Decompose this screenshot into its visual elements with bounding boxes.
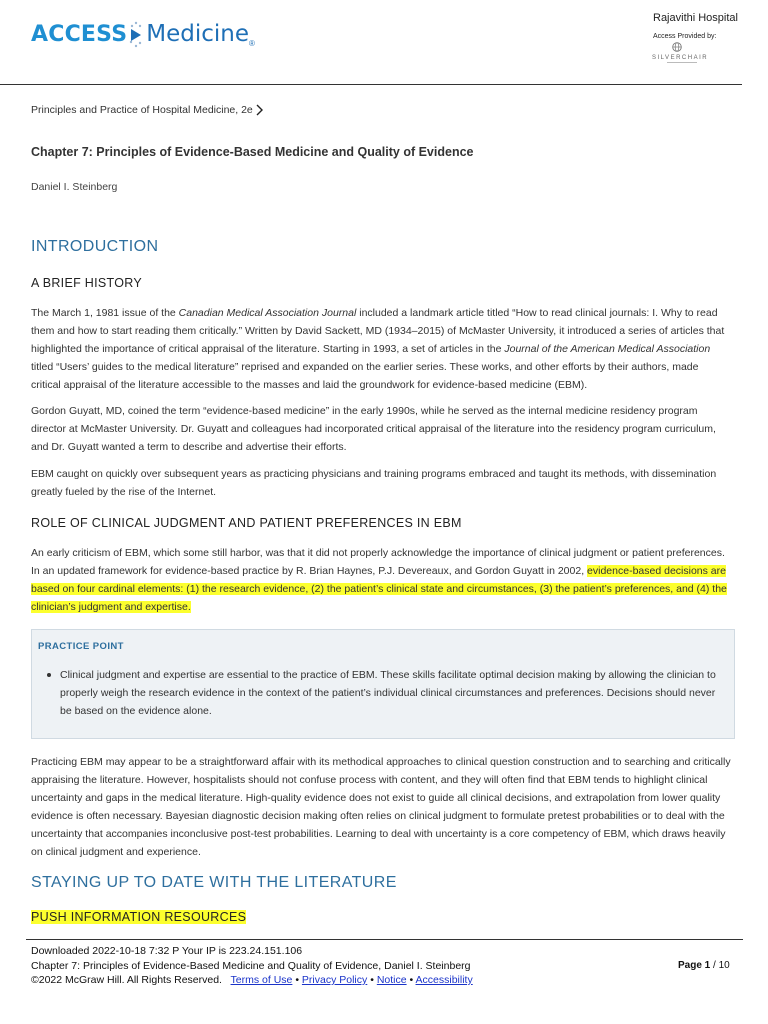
history-p1-text-c: titled “Users’ guides to the medical literature” reprised and expanded on the earlier series. These works, and other efforts by their authors, made critical appraisal of the literature accessible to the masses and laid the groundwork for evidence-based medicine (EBM). — [31, 361, 699, 391]
link-separator: • — [370, 974, 374, 986]
practice-point-title: PRACTICE POINT — [38, 641, 124, 652]
link-separator: • — [409, 974, 414, 986]
page-total: / 10 — [713, 960, 730, 971]
footer-copyright: ©2022 McGraw Hill. All Rights Reserved. — [31, 974, 222, 986]
footer-divider — [26, 939, 743, 940]
subheading-push-resources — [31, 910, 246, 924]
practice-point-list — [47, 666, 727, 720]
practice-point-text: Clinical judgment and expertise are essential to the practice of EBM. These skills facilitate optimal decision making by allowing the clinician to properly weigh the research evidence in the context of the patient’s individual clinical circumstances and preferences. Decisions should never be based on the evidence alone. — [60, 669, 716, 717]
history-paragraph-1 — [31, 304, 731, 394]
section-heading-staying-up-to-date: STAYING UP TO DATE WITH THE LITERATURE — [31, 874, 397, 891]
breadcrumb[interactable] — [31, 104, 263, 116]
practice-point-box — [31, 629, 735, 739]
logo-registered-mark: ® — [249, 39, 255, 48]
history-paragraph-2: Gordon Guyatt, MD, coined the term “evidence-based medicine” in the early 1990s, while he served as the internal medicine residency program director at McMaster University. Dr. Guyatt and colleagues had incorporated critical appraisal of the literature into the residency program curriculum, and Dr. Guyatt wanted a term to describe and advertise their efforts. — [31, 405, 716, 453]
history-paragraph-3: EBM caught on quickly over subsequent years as practicing physicians and training programs embraced and taught its methods, with dissemination greatly fueled by the rise of the Internet. — [31, 468, 717, 498]
footer-links-row — [31, 974, 473, 986]
accessmedicine-logo[interactable] — [31, 14, 255, 54]
notice-link[interactable]: Notice — [376, 974, 407, 986]
highlighted-text: evidence-based decisions are based on four cardinal elements: (1) the research evidence, (2) the patient’s clinical state and circumstances, (3) the patient’s preferences, and (4) the clinician’s judgment and expertise. — [31, 565, 727, 613]
provider-underline — [667, 62, 697, 63]
chapter-title: Chapter 7: Principles of Evidence-Based Medicine and Quality of Evidence — [31, 145, 474, 159]
logo-chevron-icon — [128, 17, 144, 51]
footer-download-info: Downloaded 2022-10-18 7:32 P Your IP is 223.24.151.106 — [31, 945, 303, 957]
subheading-role-clinical-judgment: ROLE OF CLINICAL JUDGMENT AND PATIENT PREFERENCES IN EBM — [31, 516, 462, 530]
provider-logo: SILVERCHAIR — [652, 55, 709, 61]
footer-citation: Chapter 7: Principles of Evidence-Based Medicine and Quality of Evidence, Daniel I. Steinberg — [31, 960, 471, 972]
privacy-policy-link[interactable]: Privacy Policy — [301, 974, 368, 986]
role-paragraph-1 — [31, 544, 731, 616]
journal-name-jama: Journal of the American Medical Association — [504, 343, 711, 355]
journal-name-cmaj: Canadian Medical Association Journal — [178, 307, 357, 319]
section-heading-introduction: INTRODUCTION — [31, 238, 159, 255]
accessibility-link[interactable]: Accessibility — [415, 974, 473, 986]
link-separator: • — [295, 974, 299, 986]
role-p1-text: An early criticism of EBM, which some still harbor, was that it did not properly acknowledge the importance of clinical judgment or patient preferences. In an updated framework for evidence-based practice by R. Brian Haynes, P.J. Devereaux, and Gordon Guyatt in 2002, — [31, 547, 725, 577]
breadcrumb-book-link[interactable]: Principles and Practice of Hospital Medicine, 2e — [31, 104, 253, 116]
terms-of-use-link[interactable]: Terms of Use — [230, 974, 293, 986]
push-resources-label: PUSH INFORMATION RESOURCES — [31, 910, 247, 924]
institution-name: Rajavithi Hospital — [653, 12, 738, 24]
header-divider — [0, 84, 742, 85]
page-number — [678, 960, 730, 971]
bullet-icon — [47, 673, 51, 677]
history-p1-text-a: The March 1, 1981 issue of the — [31, 307, 179, 319]
logo-access-text: ACCESS — [31, 21, 128, 47]
role-paragraph-2: Practicing EBM may appear to be a straightforward affair with its methodical approaches to clinical question construction and to searching and critically appraising the literature. However, hospitalists should not confuse process with content, and they will often find that EBM tends to highlight clinical uncertainty and gaps in the medical literature. High-quality evidence does not exist to guide all clinical decisions, and extrapolation from lower quality evidence is often necessary. Bayesian diagnostic decision making often relies on clinical judgment to formulate pretest probabilities or to deal with the uncertainty that accompanies inconclusive post-test probabilities. Learning to deal with uncertainty is a core competency of EBM, which draws heavily on clinical judgment and experience. — [31, 756, 731, 858]
logo-medicine-text: Medicine — [146, 21, 249, 47]
chevron-right-icon — [255, 104, 263, 116]
globe-icon — [672, 42, 682, 52]
access-provided-label: Access Provided by: — [653, 33, 717, 40]
page-current: Page 1 — [678, 960, 711, 971]
subheading-brief-history: A BRIEF HISTORY — [31, 276, 143, 290]
history-p1-text-b: included a landmark article titled “How to read clinical journals: I. Why to read them and how to start reading them critically.” Written by David Sackett, MD (1934–2015) of McMaster University, it introduced a series of articles that highlighted the importance of critical appraisal of the literature. Starting in 1993, a set of articles in the — [31, 307, 725, 355]
list-item — [47, 666, 727, 720]
chapter-author: Daniel I. Steinberg — [31, 181, 118, 193]
